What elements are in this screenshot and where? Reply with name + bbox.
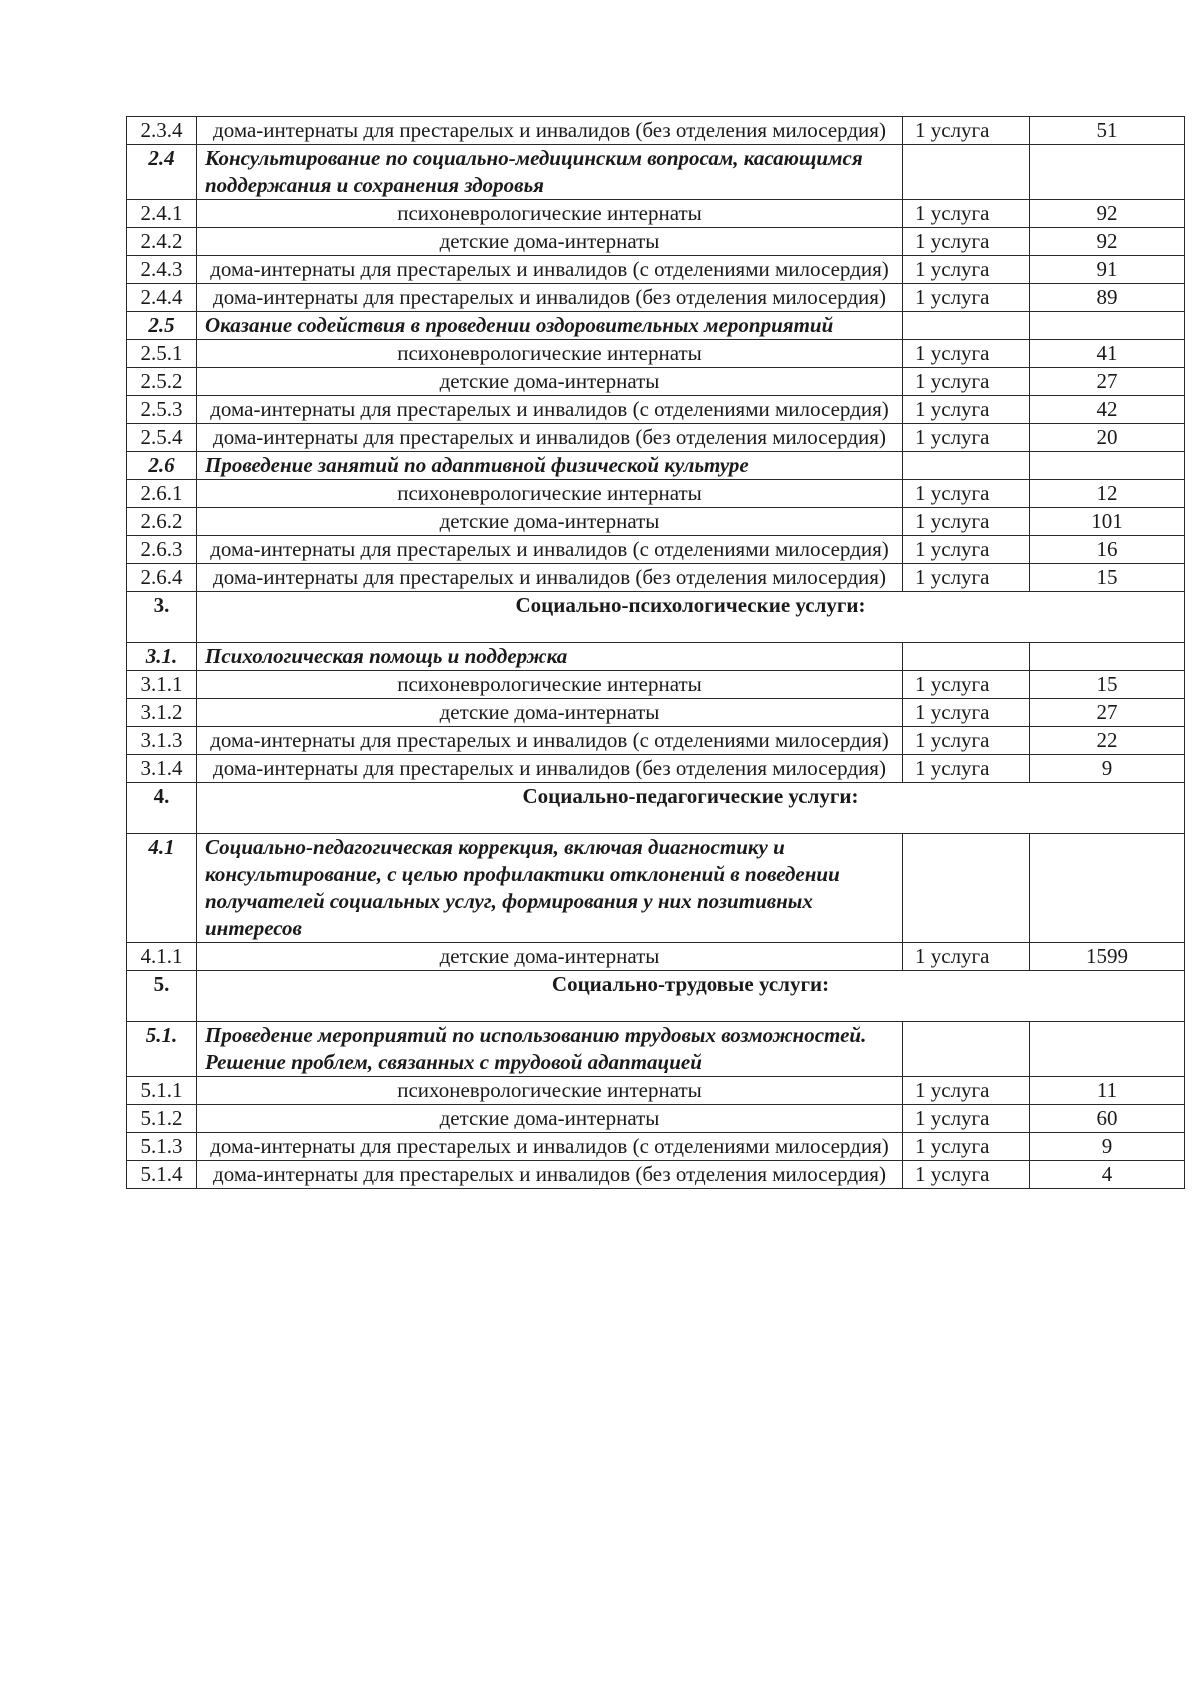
value-cell: 12 [1030,480,1185,508]
section-row [127,783,1185,834]
row-number: 4.1 [127,834,197,943]
table-row [127,564,1185,592]
unit-cell: 1 услуга [903,396,1030,424]
table-row [127,340,1185,368]
table-row [127,536,1185,564]
unit-cell: 1 услуга [903,256,1030,284]
table-row [127,1105,1185,1133]
subsection-row [127,145,1185,200]
unit-cell [903,452,1030,480]
institution-type: детские дома-интернаты [197,699,903,727]
unit-cell: 1 услуга [903,340,1030,368]
row-number: 2.5.4 [127,424,197,452]
table-row [127,396,1185,424]
table-row [127,117,1185,145]
unit-cell: 1 услуга [903,1105,1030,1133]
value-cell: 15 [1030,564,1185,592]
institution-type: детские дома-интернаты [197,508,903,536]
subsection-row [127,834,1185,943]
institution-type: дома-интернаты для престарелых и инвалидов (без отделения милосердия) [197,564,903,592]
value-cell [1030,145,1185,200]
row-number: 2.5.2 [127,368,197,396]
value-cell [1030,643,1185,671]
institution-type: детские дома-интернаты [197,1105,903,1133]
institution-type: детские дома-интернаты [197,943,903,971]
unit-cell [903,1022,1030,1077]
unit-cell: 1 услуга [903,424,1030,452]
row-number: 2.6.4 [127,564,197,592]
section-title: Социально-педагогические услуги: [197,783,1185,834]
unit-cell: 1 услуга [903,699,1030,727]
unit-cell [903,145,1030,200]
unit-cell: 1 услуга [903,943,1030,971]
value-cell: 9 [1030,1133,1185,1161]
unit-cell: 1 услуга [903,368,1030,396]
table-row [127,256,1185,284]
row-number: 2.4.1 [127,200,197,228]
institution-type: психоневрологические интернаты [197,200,903,228]
value-cell: 92 [1030,200,1185,228]
row-number: 5.1.2 [127,1105,197,1133]
section-title: Социально-психологические услуги: [197,592,1185,643]
row-number: 3.1.2 [127,699,197,727]
institution-type: детские дома-интернаты [197,368,903,396]
institution-type: дома-интернаты для престарелых и инвалидов (с отделениями милосердия) [197,1133,903,1161]
value-cell [1030,1022,1185,1077]
unit-cell [903,834,1030,943]
unit-cell: 1 услуга [903,117,1030,145]
institution-type: дома-интернаты для престарелых и инвалидов (без отделения милосердия) [197,284,903,312]
table-row [127,480,1185,508]
unit-cell: 1 услуга [903,284,1030,312]
institution-type: психоневрологические интернаты [197,480,903,508]
row-number: 5. [127,971,197,1022]
unit-cell: 1 услуга [903,200,1030,228]
unit-cell: 1 услуга [903,480,1030,508]
row-number: 5.1. [127,1022,197,1077]
unit-cell: 1 услуга [903,228,1030,256]
row-number: 2.6 [127,452,197,480]
row-number: 3.1.3 [127,727,197,755]
institution-type: психоневрологические интернаты [197,340,903,368]
value-cell: 22 [1030,727,1185,755]
value-cell: 15 [1030,671,1185,699]
row-number: 2.6.1 [127,480,197,508]
table-row [127,1077,1185,1105]
institution-type: психоневрологические интернаты [197,1077,903,1105]
value-cell: 60 [1030,1105,1185,1133]
subsection-title: Проведение мероприятий по использованию трудовых возможностей. Решение проблем, связанных с трудовой адаптацией [197,1022,903,1077]
institution-type: дома-интернаты для престарелых и инвалидов (с отделениями милосердия) [197,256,903,284]
value-cell: 27 [1030,368,1185,396]
value-cell: 1599 [1030,943,1185,971]
value-cell: 51 [1030,117,1185,145]
institution-type: дома-интернаты для престарелых и инвалидов (без отделения милосердия) [197,1161,903,1189]
institution-type: психоневрологические интернаты [197,671,903,699]
unit-cell: 1 услуга [903,564,1030,592]
value-cell: 92 [1030,228,1185,256]
subsection-row [127,1022,1185,1077]
unit-cell: 1 услуга [903,1133,1030,1161]
unit-cell: 1 услуга [903,671,1030,699]
services-table [126,116,1185,1189]
value-cell: 4 [1030,1161,1185,1189]
row-number: 4. [127,783,197,834]
table-row [127,671,1185,699]
value-cell: 16 [1030,536,1185,564]
unit-cell: 1 услуга [903,727,1030,755]
table-row [127,755,1185,783]
row-number: 3.1.4 [127,755,197,783]
table-row [127,943,1185,971]
subsection-title: Консультирование по социально-медицинским вопросам, касающимся поддержания и сохранения здоровья [197,145,903,200]
value-cell: 11 [1030,1077,1185,1105]
institution-type: дома-интернаты для престарелых и инвалидов (без отделения милосердия) [197,117,903,145]
unit-cell: 1 услуга [903,1077,1030,1105]
row-number: 2.4.2 [127,228,197,256]
table-row [127,1161,1185,1189]
subsection-title: Проведение занятий по адаптивной физической культуре [197,452,903,480]
value-cell [1030,834,1185,943]
unit-cell: 1 услуга [903,755,1030,783]
row-number: 2.3.4 [127,117,197,145]
row-number: 2.4 [127,145,197,200]
table-row [127,508,1185,536]
row-number: 5.1.1 [127,1077,197,1105]
subsection-row [127,452,1185,480]
value-cell: 41 [1030,340,1185,368]
value-cell: 27 [1030,699,1185,727]
value-cell: 20 [1030,424,1185,452]
table-row [127,200,1185,228]
subsection-title: Оказание содействия в проведении оздоровительных мероприятий [197,312,903,340]
row-number: 2.5 [127,312,197,340]
table-row [127,284,1185,312]
table-row [127,699,1185,727]
table-row [127,368,1185,396]
value-cell [1030,452,1185,480]
value-cell [1030,312,1185,340]
row-number: 4.1.1 [127,943,197,971]
value-cell: 89 [1030,284,1185,312]
row-number: 5.1.4 [127,1161,197,1189]
unit-cell: 1 услуга [903,1161,1030,1189]
row-number: 5.1.3 [127,1133,197,1161]
value-cell: 42 [1030,396,1185,424]
value-cell: 9 [1030,755,1185,783]
table-row [127,1133,1185,1161]
section-title: Социально-трудовые услуги: [197,971,1185,1022]
row-number: 2.6.3 [127,536,197,564]
institution-type: дома-интернаты для престарелых и инвалидов (с отделениями милосердия) [197,396,903,424]
row-number: 2.4.4 [127,284,197,312]
section-row [127,592,1185,643]
row-number: 2.5.1 [127,340,197,368]
institution-type: дома-интернаты для престарелых и инвалидов (без отделения милосердия) [197,424,903,452]
table-body [127,117,1185,1189]
value-cell: 101 [1030,508,1185,536]
table-row [127,727,1185,755]
subsection-row [127,312,1185,340]
subsection-title: Социально-педагогическая коррекция, включая диагностику и консультирование, с целью профилактики отклонений в поведении получателей социальных услуг, формирования у них позитивных интересов [197,834,903,943]
unit-cell: 1 услуга [903,508,1030,536]
unit-cell: 1 услуга [903,536,1030,564]
subsection-row [127,643,1185,671]
row-number: 3.1. [127,643,197,671]
table-row [127,228,1185,256]
institution-type: дома-интернаты для престарелых и инвалидов (с отделениями милосердия) [197,727,903,755]
row-number: 2.6.2 [127,508,197,536]
row-number: 3. [127,592,197,643]
row-number: 2.4.3 [127,256,197,284]
institution-type: дома-интернаты для престарелых и инвалидов (с отделениями милосердия) [197,536,903,564]
table-row [127,424,1185,452]
section-row [127,971,1185,1022]
institution-type: детские дома-интернаты [197,228,903,256]
unit-cell [903,312,1030,340]
unit-cell [903,643,1030,671]
row-number: 3.1.1 [127,671,197,699]
value-cell: 91 [1030,256,1185,284]
subsection-title: Психологическая помощь и поддержка [197,643,903,671]
institution-type: дома-интернаты для престарелых и инвалидов (без отделения милосердия) [197,755,903,783]
row-number: 2.5.3 [127,396,197,424]
